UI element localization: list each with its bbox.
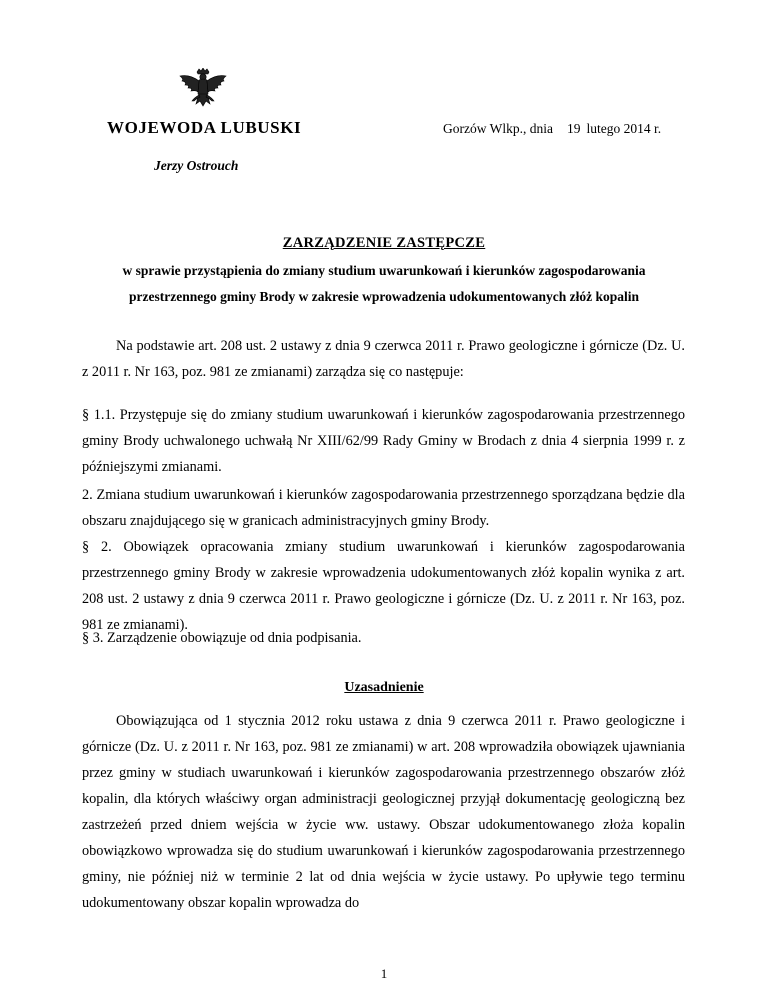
issuing-authority: WOJEWODA LUBUSKI (107, 118, 302, 137)
place-label: Gorzów Wlkp., dnia (443, 121, 553, 136)
section-3-paragraph: § 3. Zarządzenie obowiązuje od dnia podpisania. (82, 630, 362, 646)
signer-name: Jerzy Ostrouch (154, 158, 239, 173)
document-subject-line-1: w sprawie przystąpienia do zmiany studium uwarunkowań i kierunków zagospodarowania (122, 263, 646, 278)
page-number: 1 (380, 966, 388, 981)
date-day: 19 (566, 121, 581, 136)
section-1-paragraph-1: § 1.1. Przystępuje się do zmiany studium uwarunkowań i kierunków zagospodarowania przestrzennego gminy Brody uchwalonego uchwałą Nr XIII/62/99 Rady Gminy w Brodach z dnia 4 sierpnia 1999 r. z późniejszymi zmianami. (82, 407, 685, 475)
justification-paragraph: Obowiązująca od 1 stycznia 2012 roku ustawa z dnia 9 czerwca 2011 r. Prawo geologiczne i górnicze (Dz. U. z 2011 r. Nr 163, poz. 981 ze zmianami) w art. 208 wprowadziła obowiązek ujawniania przez gminy w studiach uwarunkowań i kierunków zagospodarowania przestrzennego obszarów złóż kopalin, dla których właściwy organ administracji geologicznej przyjął dokumentację geologiczną bez zastrzeżeń przed dniem wejścia w życie ww. ustawy. Obszar udokumentowanego złoża kopalin obowiązkowo wprowadza się do studium uwarunkowań i kierunków zagospodarowania przestrzennego gminy, nie później niż w terminie 2 lat od dnia wejścia w życie ustawy. Po upływie tego terminu udokumentowany obszar kopalin wprowadza do (82, 713, 685, 911)
date-month-year: lutego 2014 r. (586, 121, 662, 136)
polish-eagle-emblem-icon (172, 68, 234, 118)
justification-heading: Uzasadnienie (344, 680, 424, 695)
legal-basis-paragraph: Na podstawie art. 208 ust. 2 ustawy z dnia 9 czerwca 2011 r. Prawo geologiczne i górnicze (Dz. U. z 2011 r. Nr 163, poz. 981 ze zmianami) zarządza się co następuje: (82, 338, 685, 380)
section-2-paragraph: § 2. Obowiązek opracowania zmiany studium uwarunkowań i kierunków zagospodarowania przestrzennego gminy Brody w zakresie wprowadzenia udokumentowanych złóż kopalin wynika z art. 208 ust. 2 ustawy z dnia 9 czerwca 2011 r. Prawo geologiczne i górnicze (Dz. U. z 2011 r. Nr 163, poz. 981 ze zmianami). (82, 539, 685, 633)
document-subject-line-2: przestrzennego gminy Brody w zakresie wprowadzenia udokumentowanych złóż kopalin (128, 289, 639, 304)
section-1-paragraph-2: 2. Zmiana studium uwarunkowań i kierunków zagospodarowania przestrzennego sporządzana będzie dla obszaru znajdującego się w granicach administracyjnych gminy Brody. (82, 487, 685, 529)
document-title: ZARZĄDZENIE ZASTĘPCZE (282, 235, 486, 251)
place-and-date (443, 121, 661, 137)
